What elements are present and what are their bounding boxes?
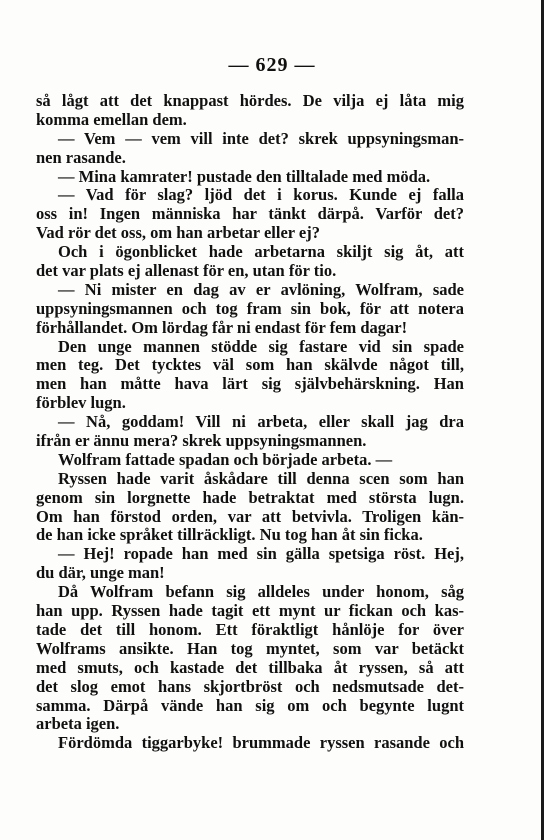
text-line: samma. Därpå vände han sig om och begynte lugnt [36,695,464,715]
text-line: Om han förstod orden, var att betvivla. Troligen kän- [36,506,464,526]
text-line: med smuts, och kastade det tillbaka åt ryssen, så att [36,657,464,677]
text-line: förblev lugn. [36,393,126,413]
text-line: nen rasande. [36,147,126,167]
text-line: uppsyningsmannen och tog fram sin bok, för att notera [36,298,464,318]
text-line: förhållandet. Om lördag får ni endast för fem dagar! [36,317,408,337]
text-line: tade det till honom. Ett föraktligt hånlöje for över [36,619,464,639]
text-line: men han måtte hava lärt sig självbehärskning. Han [36,374,464,394]
text-line: han upp. Ryssen hade tagit ett mynt ur fickan och kas- [36,601,464,621]
text-line: ifrån er ännu mera? skrek uppsyningsmannen. [36,431,367,451]
text-line: — Ni mister en dag av er avlöning, Wolfram, sade [58,279,464,299]
text-line: — Hej! ropade han med sin gälla spetsiga röst. Hej, [58,544,464,564]
text-line: — Vad för slag? ljöd det i korus. Kunde ej falla [58,185,464,205]
page-number: — 629 — [228,54,316,76]
text-line: du där, unge man! [36,563,165,583]
text-line: — Vem — vem vill inte det? skrek uppsyningsman- [58,128,464,148]
body-text [36,92,464,753]
text-line: komma emellan dem. [36,109,187,129]
text-line: så lågt att det knappast hördes. De vilja ej låta mig [36,91,464,110]
text-line: — Mina kamrater! pustade den tilltalade med möda. [58,166,431,186]
text-line: — Nå, goddam! Vill ni arbeta, eller skall jag dra [58,412,464,432]
text-line: Vad rör det oss, om han arbetar eller ej? [36,223,320,243]
text-line: Ryssen hade varit åskådare till denna scen som han [58,468,464,488]
text-line: Wolframs ansikte. Han tog myntet, som var betäckt [36,638,464,658]
text-line: det slog emot hans skjortbröst och nedsmutsade det- [36,676,464,696]
text-line: oss in! Ingen människa har tänkt därpå. Varför det? [36,204,464,224]
text-line: genom sin lorgnette hade betraktat med största lugn. [36,487,464,507]
text-line: de han icke språket tillräckligt. Nu tog han åt sin ficka. [36,525,423,545]
text-line: Och i ögonblicket hade arbetarna skiljt sig åt, att [58,242,464,262]
text-line: det var plats ej allenast för en, utan för tio. [36,261,337,281]
text-line: men teg. Det tycktes väl som han skälvde något till, [36,355,464,375]
text-line: arbeta igen. [36,714,120,734]
text-line: Den unge mannen stödde sig fastare vid sin spade [58,336,464,356]
text-line: Då Wolfram befann sig alldeles under honom, såg [58,582,464,602]
text-line: Fördömda tiggarbyke! brummade ryssen rasande och [58,733,464,753]
text-line: Wolfram fattade spadan och började arbeta. — [58,449,393,469]
